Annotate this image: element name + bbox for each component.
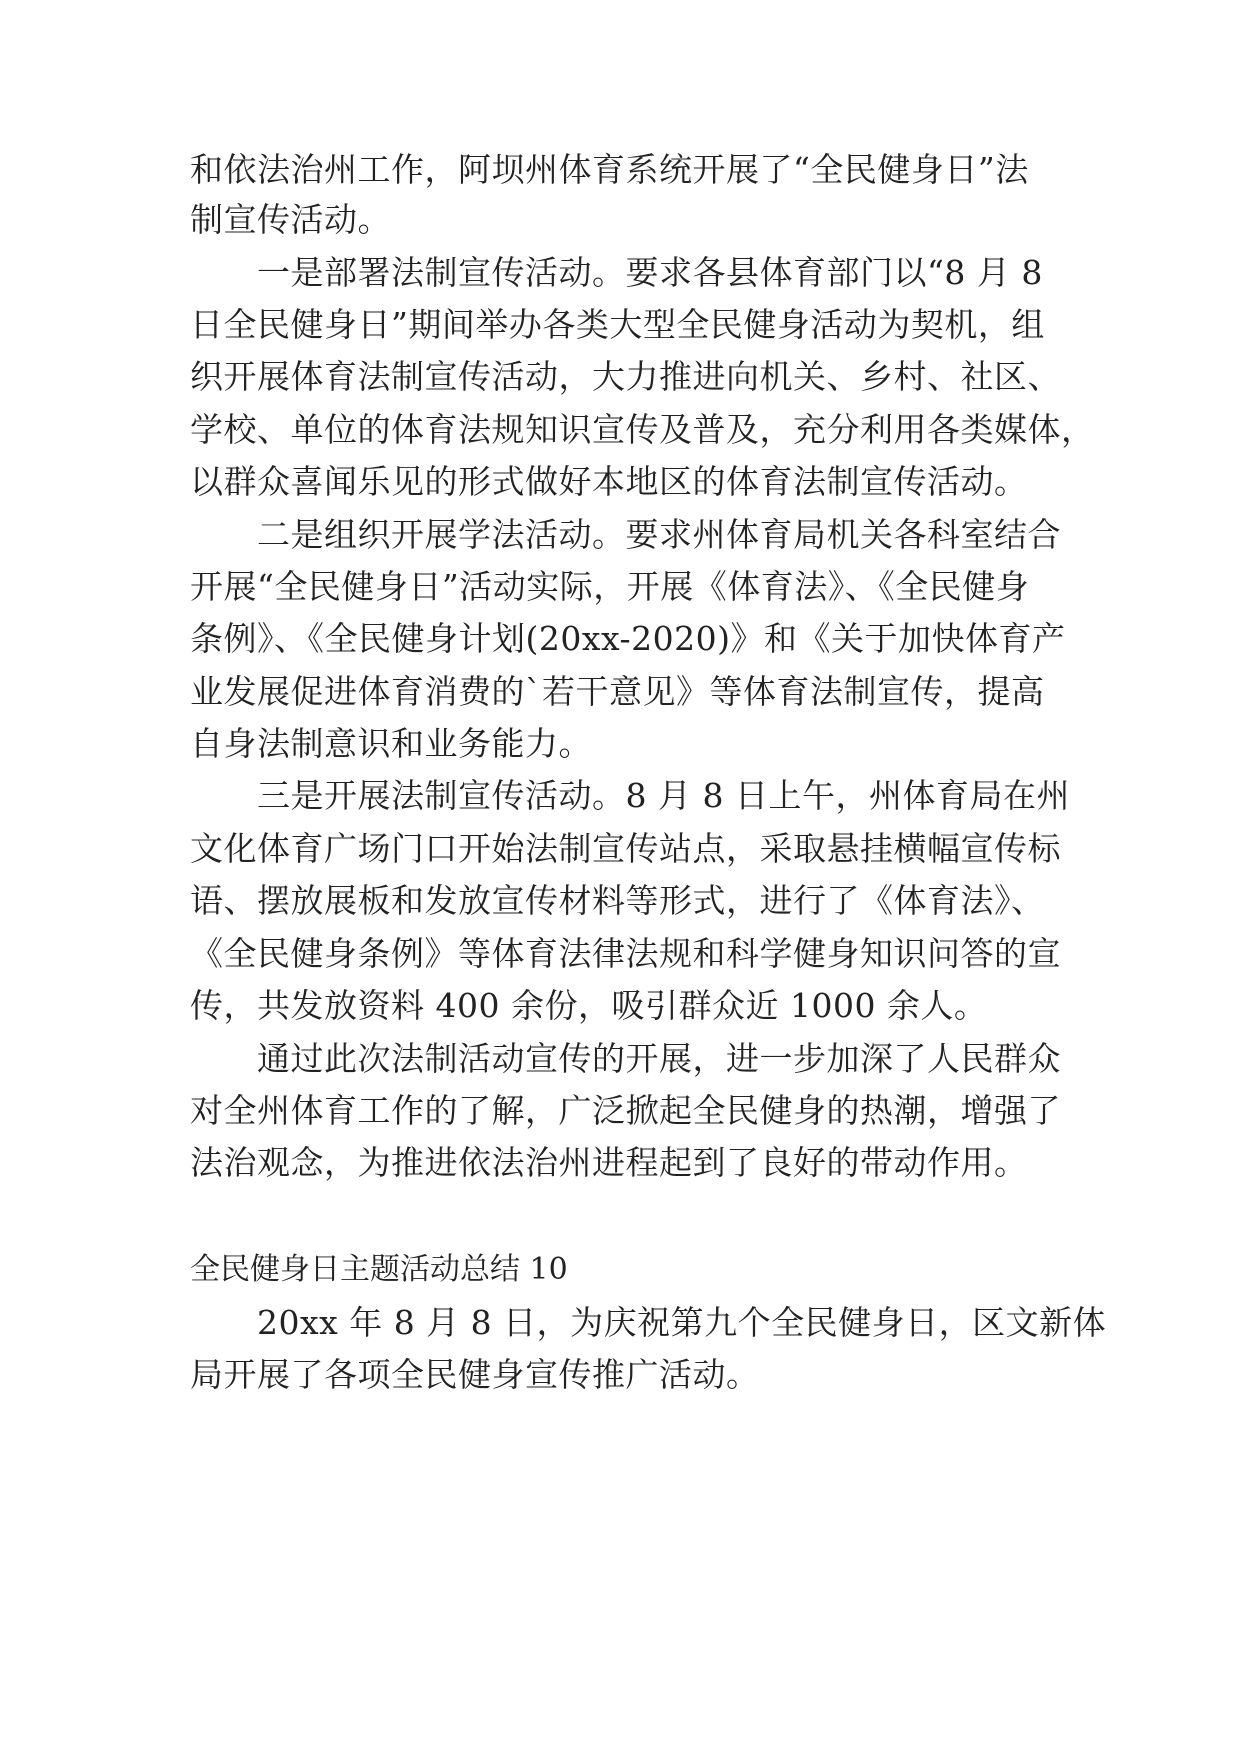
text-line: 语、摆放展板和发放宣传材料等形式，进行了《体育法》、 xyxy=(190,881,1045,920)
text-line: 织开展体育法制宣传活动，大力推进向机关、乡村、社区、 xyxy=(190,357,1061,396)
text-line: 业发展促进体育消费的`若干意见》等体育法制宣传，提高 xyxy=(190,672,1045,711)
text-line: 自身法制意识和业务能力。 xyxy=(190,724,592,763)
text-line: 局开展了各项全民健身宣传推广活动。 xyxy=(190,1355,760,1394)
text-line: 日全民健身日”期间举办各类大型全民健身活动为契机，组 xyxy=(190,305,1045,344)
text-line: 通过此次法制活动宣传的开展，进一步加深了人民群众 xyxy=(190,1039,1061,1078)
text-line: 二是组织开展学法活动。要求州体育局机关各科室结合 xyxy=(190,515,1061,554)
text-line: 制宣传活动。 xyxy=(190,200,391,239)
text-line: 20xx 年 8 月 8 日，为庆祝第九个全民健身日，区文新体 xyxy=(190,1303,1107,1342)
text-line: 三是开展法制宣传活动。8 月 8 日上午，州体育局在州 xyxy=(190,776,1070,815)
text-line: 文化体育广场门口开始法制宣传站点，采取悬挂横幅宣传标 xyxy=(190,829,1061,868)
text-line: 《全民健身条例》等体育法律法规和科学健身知识问答的宣 xyxy=(190,934,1061,973)
text-line: 对全州体育工作的了解，广泛掀起全民健身的热潮，增强了 xyxy=(190,1091,1061,1130)
text-line: 一是部署法制宣传活动。要求各县体育部门以“8 月 8 xyxy=(190,253,1043,292)
section-heading: 全民健身日主题活动总结 10 xyxy=(190,1252,568,1287)
text-line: 开展“全民健身日”活动实际，开展《体育法》、《全民健身 xyxy=(190,567,1030,606)
text-line: 学校、单位的体育法规知识宣传及普及，充分利用各类媒体， xyxy=(190,410,1095,449)
text-line: 以群众喜闻乐见的形式做好本地区的体育法制宣传活动。 xyxy=(190,462,1028,501)
text-line: 法治观念，为推进依法治州进程起到了良好的带动作用。 xyxy=(190,1143,1028,1182)
text-line: 条例》、《全民健身计划(20xx-2020)》和《关于加快体育产 xyxy=(190,619,1066,658)
text-line: 传，共发放资料 400 余份，吸引群众近 1000 余人。 xyxy=(190,986,988,1025)
text-line: 和依法治州工作，阿坝州体育系统开展了“全民健身日”法 xyxy=(190,150,1029,189)
